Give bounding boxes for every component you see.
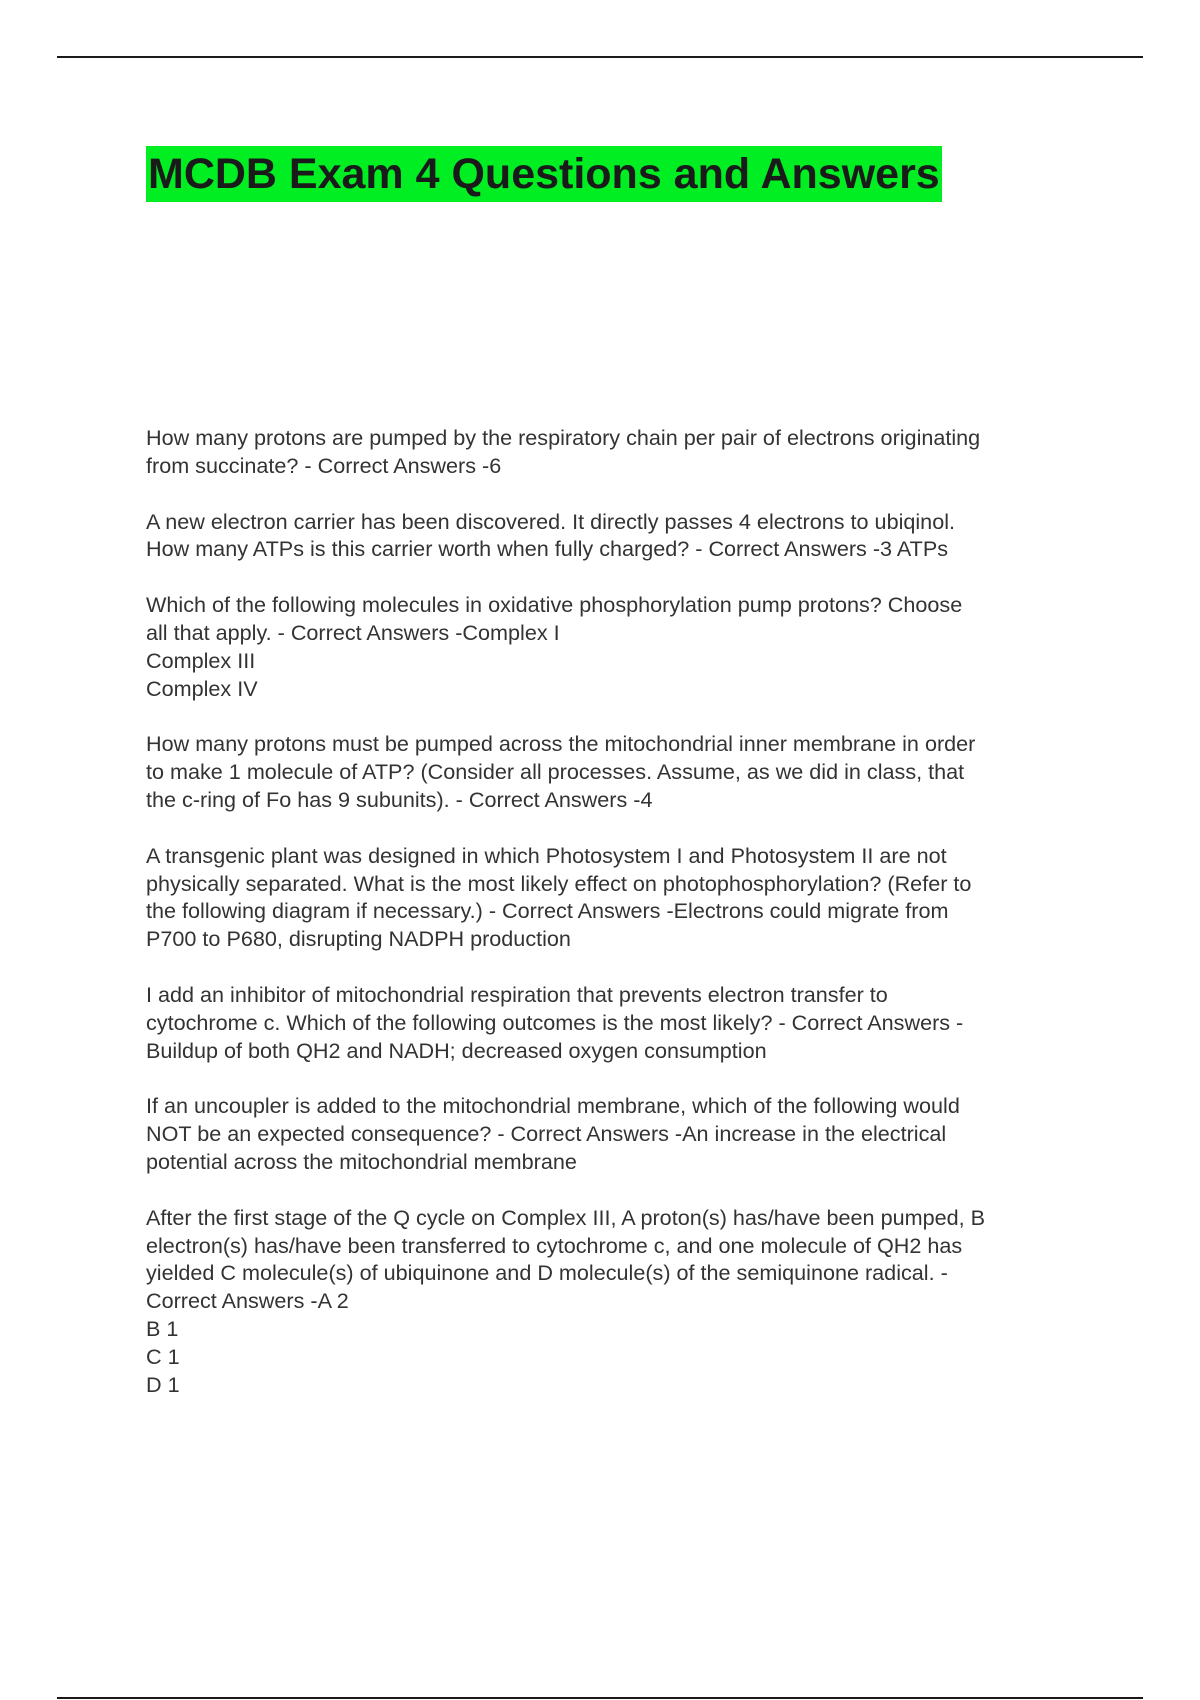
qa-text-line: Which of the following molecules in oxidative phosphorylation pump protons? Choose — [146, 592, 963, 618]
qa-list — [146, 424, 1096, 1426]
qa-text-line: physically separated. What is the most likely effect on photophosphorylation? (Refer to — [146, 870, 972, 896]
header-rule — [57, 56, 1143, 58]
qa-text-line: How many protons must be pumped across the mitochondrial inner membrane in order — [146, 731, 976, 757]
qa-text-line: I add an inhibitor of mitochondrial respiration that prevents electron transfer to — [146, 981, 888, 1007]
qa-item — [146, 424, 1096, 480]
qa-text-line: A transgenic plant was designed in which Photosystem I and Photosystem II are not — [146, 842, 947, 868]
qa-item — [146, 1204, 1096, 1399]
qa-text-line: C 1 — [146, 1343, 180, 1369]
qa-text-line: If an uncoupler is added to the mitochondrial membrane, which of the following would — [146, 1093, 960, 1119]
qa-text-line: the following diagram if necessary.) - Correct Answers -Electrons could migrate from — [146, 898, 949, 924]
qa-text-line: to make 1 molecule of ATP? (Consider all processes. Assume, as we did in class, that — [146, 759, 965, 785]
qa-text-line: electron(s) has/have been transferred to cytochrome c, and one molecule of QH2 has — [146, 1232, 963, 1258]
qa-item — [146, 1092, 1096, 1175]
qa-text-line: NOT be an expected consequence? - Correct Answers -An increase in the electrical — [146, 1121, 947, 1147]
qa-text-line: After the first stage of the Q cycle on Complex III, A proton(s) has/have been pumped, B — [146, 1204, 986, 1230]
qa-item — [146, 842, 1096, 953]
qa-text-line: yielded C molecule(s) of ubiquinone and D molecule(s) of the semiquinone radical. - — [146, 1260, 948, 1286]
footer-rule — [57, 1697, 1143, 1699]
qa-text-line: D 1 — [146, 1371, 180, 1397]
qa-text-line: How many protons are pumped by the respiratory chain per pair of electrons originating — [146, 425, 981, 450]
title-block — [146, 146, 942, 202]
qa-text-line: How many ATPs is this carrier worth when fully charged? - Correct Answers -3 ATPs — [146, 536, 949, 562]
qa-text-line: Buildup of both QH2 and NADH; decreased oxygen consumption — [146, 1037, 767, 1063]
qa-text-line: B 1 — [146, 1315, 179, 1341]
qa-text-line: the c-ring of Fo has 9 subunits). - Correct Answers -4 — [146, 786, 653, 812]
qa-text-line: from succinate? - Correct Answers -6 — [146, 452, 502, 478]
qa-item — [146, 981, 1096, 1064]
qa-item — [146, 591, 1096, 702]
qa-item — [146, 508, 1096, 564]
qa-text-line: Correct Answers -A 2 — [146, 1288, 349, 1314]
qa-text-line: cytochrome c. Which of the following outcomes is the most likely? - Correct Answers - — [146, 1009, 964, 1035]
qa-item — [146, 730, 1096, 813]
qa-text-line: Complex IV — [146, 675, 258, 701]
qa-text-line: A new electron carrier has been discovered. It directly passes 4 electrons to ubiqinol. — [146, 508, 955, 534]
qa-text-line: Complex III — [146, 647, 256, 673]
qa-text-line: all that apply. - Correct Answers -Complex I — [146, 619, 560, 645]
qa-text-line: potential across the mitochondrial membrane — [146, 1148, 577, 1174]
qa-text-line: P700 to P680, disrupting NADPH production — [146, 926, 571, 952]
page-title: MCDB Exam 4 Questions and Answers — [146, 146, 942, 202]
